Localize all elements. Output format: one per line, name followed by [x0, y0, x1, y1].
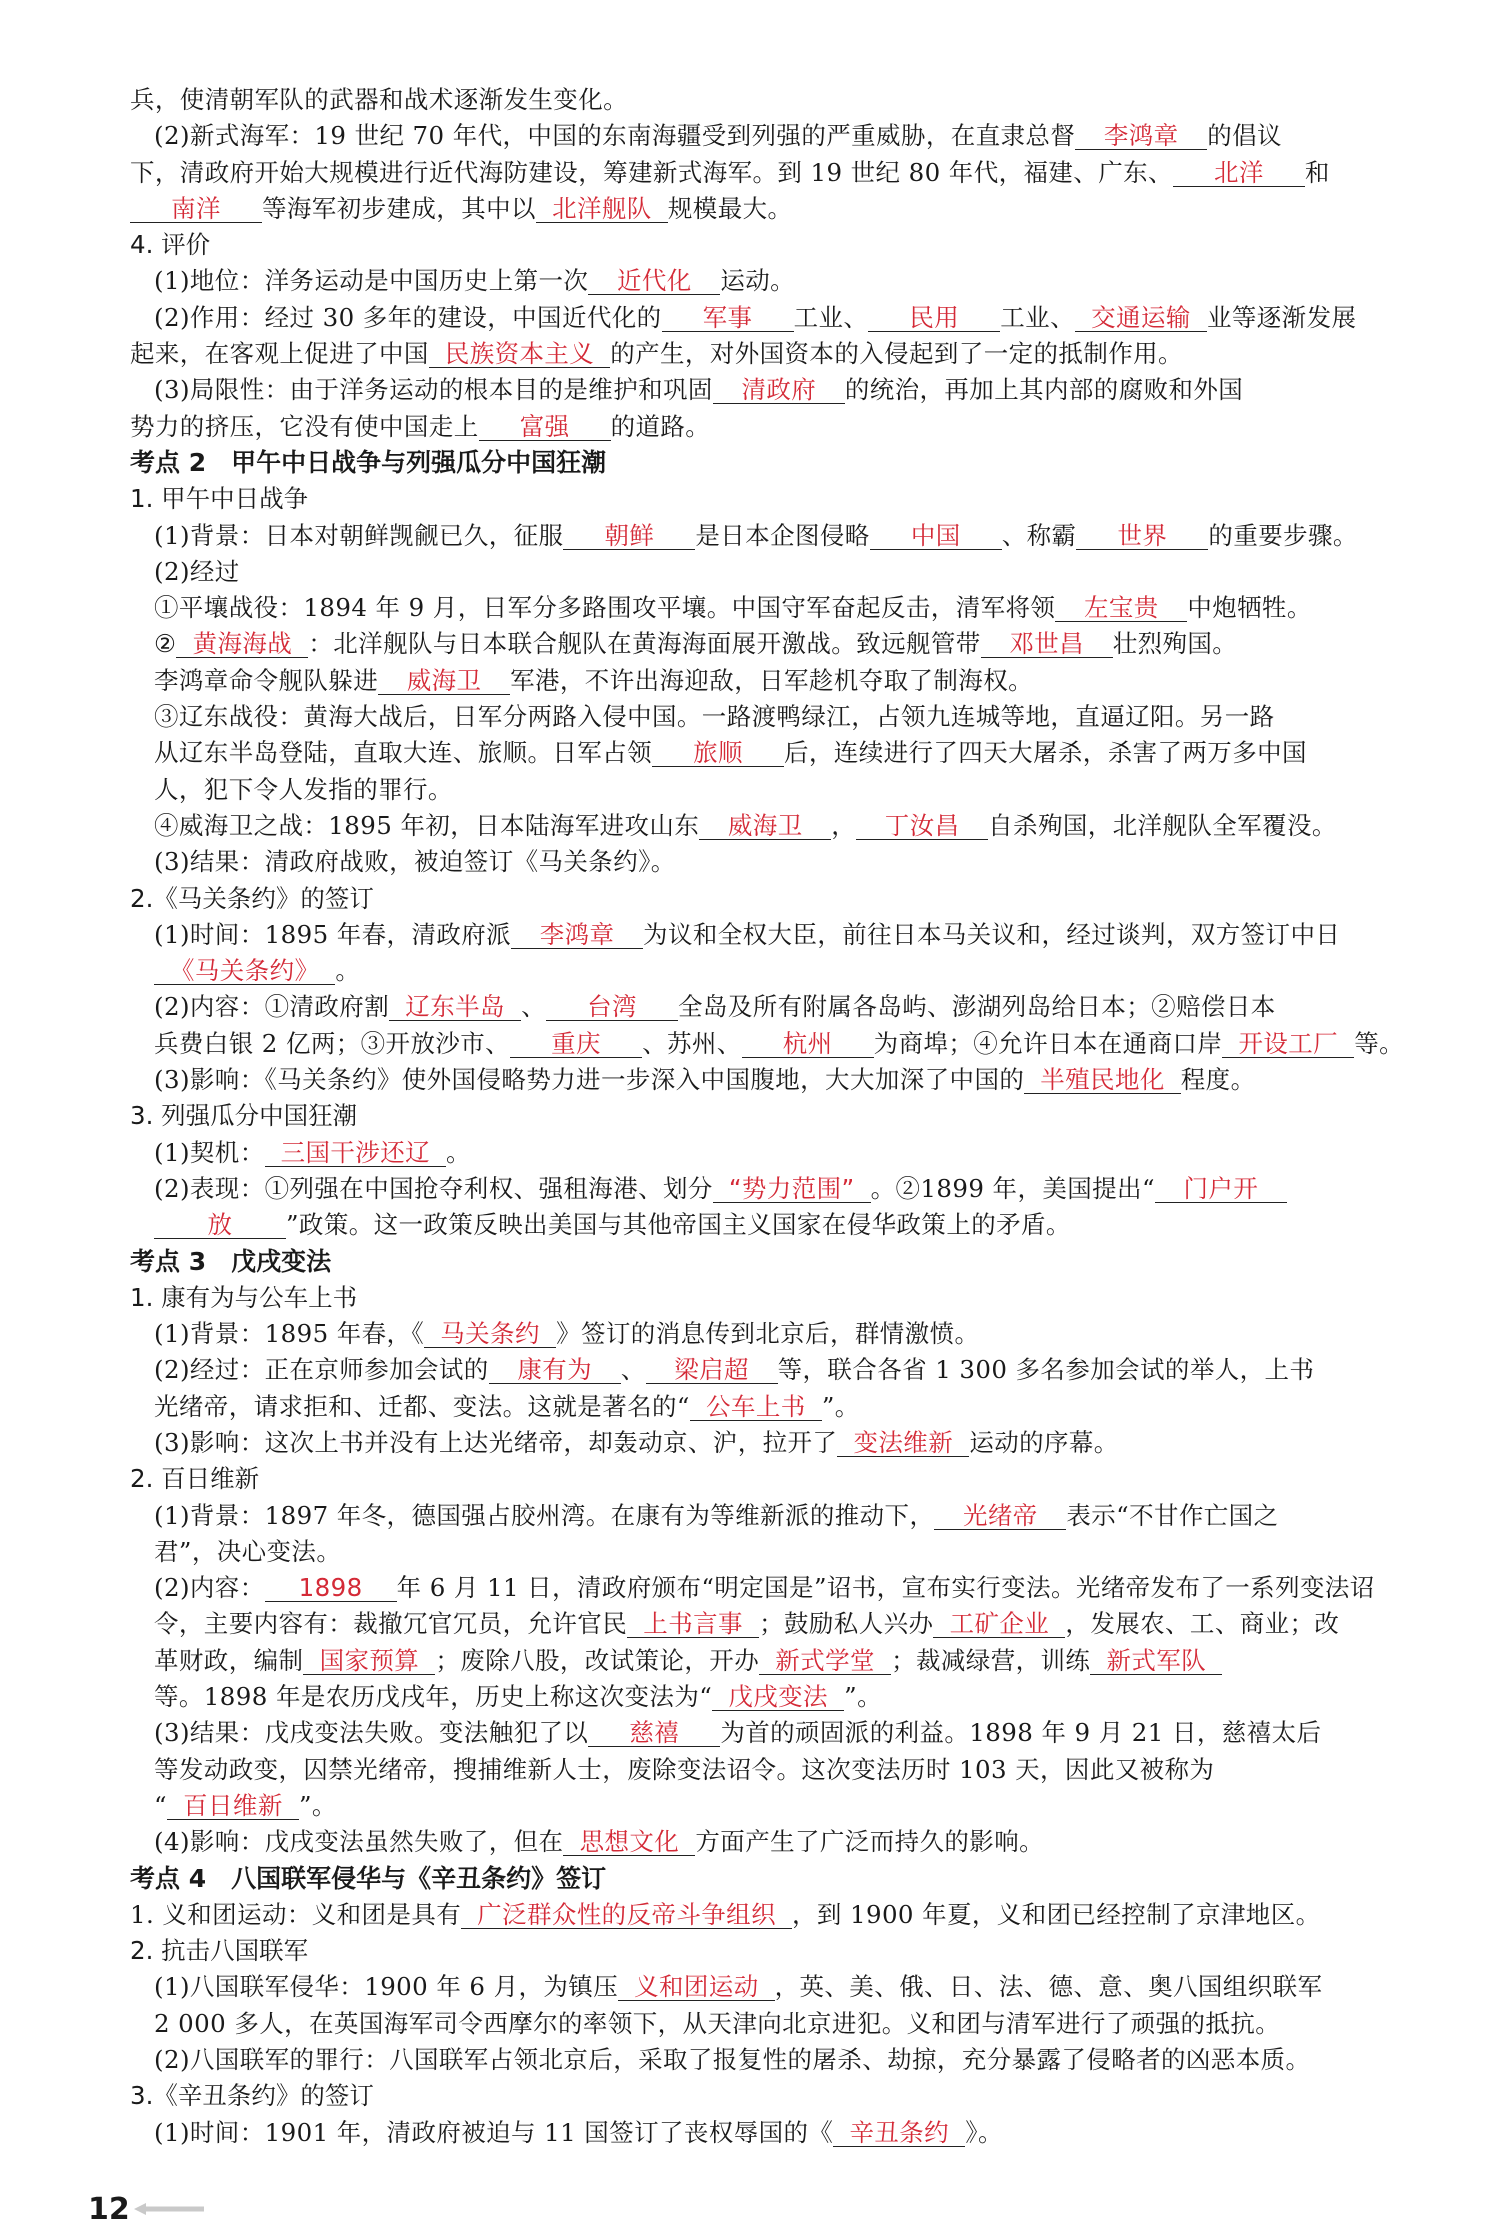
text-run: 4. 评价 — [130, 230, 211, 260]
text-run: ；鼓励私人兴办 — [759, 1609, 934, 1639]
answer-blank: 威海卫 — [699, 812, 831, 840]
text-line — [130, 1897, 1420, 1933]
answer-blank: 杭州 — [742, 1030, 874, 1058]
text-line — [130, 300, 1420, 336]
text-line — [130, 735, 1420, 771]
text-run: 工业、 — [1000, 302, 1075, 332]
text-run: (1)地位：洋务运动是中国历史上第一次 — [154, 266, 589, 296]
text-run: 业等逐渐发展 — [1206, 302, 1357, 332]
answer-blank: 国家预算 — [303, 1647, 435, 1675]
text-run: 后，连续进行了四天大屠杀，杀害了两万多中国 — [784, 738, 1307, 768]
answer-blank: 思想文化 — [563, 1828, 695, 1856]
text-run: 2. 百日维新 — [130, 1464, 260, 1494]
text-run: ，到 1900 年夏，义和团已经控制了京津地区。 — [791, 1899, 1321, 1929]
text-run: (1)时间：1895 年春，清政府派 — [154, 919, 512, 949]
text-line — [130, 1643, 1420, 1679]
answer-blank: 光绪帝 — [934, 1502, 1066, 1530]
text-line — [130, 989, 1420, 1025]
text-run: 是日本企图侵略 — [695, 520, 870, 550]
text-run: 、 — [521, 992, 547, 1022]
text-line — [130, 1316, 1420, 1352]
answer-blank: 马关条约 — [424, 1320, 556, 1348]
text-line — [130, 1498, 1420, 1534]
text-run: 2. 抗击八国联军 — [130, 1936, 309, 1966]
text-run: ；废除八股，改试策论，开办 — [435, 1645, 760, 1675]
text-run: 、 — [620, 1355, 646, 1385]
subsection-heading — [130, 1280, 1420, 1316]
text-run: 全岛及所有附属各岛屿、澎湖列岛给日本；②赔偿日本 — [678, 992, 1276, 1022]
text-run: (2)经过 — [154, 556, 240, 586]
answer-blank: 旅顺 — [652, 739, 784, 767]
text-run: 。 — [335, 956, 361, 986]
text-line — [130, 191, 1420, 227]
text-run: 的统治，再加上其内部的腐败和外国 — [844, 375, 1244, 405]
answer-blank: 左宝贵 — [1055, 594, 1187, 622]
text-run: 2.《马关条约》的签订 — [130, 883, 374, 913]
text-run: (2)新式海军：19 世纪 70 年代，中国的东南海疆受到列强的严重威胁，在直隶总督 — [154, 121, 1076, 151]
section-heading — [130, 445, 1420, 481]
text-run: 军港，不许出海迎敌，日军趁机夺取了制海权。 — [510, 665, 1034, 695]
answer-blank: 世界 — [1076, 522, 1208, 550]
answer-blank: 台湾 — [546, 993, 678, 1021]
text-run: 和 — [1304, 157, 1330, 187]
text-line — [130, 2006, 1420, 2042]
text-run: ①平壤战役：1894 年 9 月，日军分多路围攻平壤。中国守军奋起反击，清军将领 — [154, 593, 1056, 623]
text-line — [130, 155, 1420, 191]
textbook-page — [130, 82, 1420, 2151]
text-run: 等发动政变，囚禁光绪帝，搜捕维新人士，废除变法诏令。这次变法历时 103 天，因此又被称为 — [154, 1754, 1215, 1784]
text-run: (3)局限性：由于洋务运动的根本目的是维护和巩固 — [154, 375, 713, 405]
answer-blank: 康有为 — [489, 1356, 621, 1384]
text-run: 2 000 多人，在英国海军司令西摩尔的率领下，从天津向北京进犯。义和团与清军进行了顽强的抵抗。 — [154, 2008, 1281, 2038]
text-run: 下，清政府开始大规模进行近代海防建设，筹建新式海军。到 19 世纪 80 年代，福建、广东、 — [130, 157, 1173, 187]
text-run: ”。 — [821, 1391, 860, 1421]
text-line — [130, 1679, 1420, 1715]
subsection-heading — [130, 227, 1420, 263]
answer-blank: 广泛群众性的反帝斗争组织 — [461, 1901, 792, 1929]
answer-blank: 戊戌变法 — [712, 1683, 844, 1711]
text-run: (1)背景：日本对朝鲜觊觎已久，征服 — [154, 520, 564, 550]
answer-blank: 门户开 — [1155, 1175, 1287, 1203]
text-line — [130, 1752, 1420, 1788]
text-run: (1)契机： — [154, 1137, 265, 1167]
answer-blank: 慈禧 — [588, 1719, 720, 1747]
text-run: (2)作用：经过 30 多年的建设，中国近代化的 — [154, 302, 662, 332]
text-line — [130, 1389, 1420, 1425]
answer-blank: 军事 — [662, 304, 794, 332]
answer-blank: 梁启超 — [646, 1356, 778, 1384]
text-line — [130, 1425, 1420, 1461]
answer-blank: 南洋 — [130, 195, 262, 223]
text-line — [130, 1969, 1420, 2005]
text-line — [130, 372, 1420, 408]
subsection-heading — [130, 481, 1420, 517]
text-run: ，英、美、俄、日、法、德、意、奥八国组织联军 — [774, 1972, 1323, 2002]
text-line — [130, 1570, 1420, 1606]
text-run: 光绪帝，请求拒和、迁都、变法。这就是著名的“ — [154, 1391, 690, 1421]
answer-blank: 北洋 — [1173, 159, 1305, 187]
text-run: 等，联合各省 1 300 多名参加会试的举人，上书 — [777, 1355, 1315, 1385]
text-run: 势力的挤压，它没有使中国走上 — [130, 411, 479, 441]
text-line — [130, 1171, 1420, 1207]
text-run: 运动。 — [720, 266, 796, 296]
answer-blank: 新式学堂 — [759, 1647, 891, 1675]
text-line — [130, 1606, 1420, 1642]
text-run: 的产生，对外国资本的入侵起到了一定的抵制作用。 — [610, 339, 1183, 369]
text-line — [130, 336, 1420, 372]
text-line — [130, 118, 1420, 154]
answer-blank: 变法维新 — [837, 1429, 969, 1457]
text-run: ③辽东战役：黄海大战后，日军分两路入侵中国。一路渡鸭绿江，占领九连城等地，直逼辽阳。另一路 — [154, 702, 1275, 732]
text-run: (2)表现：①列强在中国抢夺利权、强租海港、划分 — [154, 1173, 713, 1203]
text-line — [130, 590, 1420, 626]
text-run: 考点 3 戊戌变法 — [130, 1246, 332, 1276]
answer-blank: 李鸿章 — [511, 921, 643, 949]
text-run: 为商埠；④允许日本在通商口岸 — [873, 1028, 1223, 1058]
answer-blank: 新式军队 — [1090, 1647, 1222, 1675]
text-line — [130, 917, 1420, 953]
text-run: 等。1898 年是农历戊戌年，历史上称这次变法为“ — [154, 1682, 713, 1712]
answer-blank: “势力范围” — [713, 1175, 871, 1203]
answer-blank: 上书言事 — [627, 1610, 759, 1638]
answer-blank: 威海卫 — [378, 667, 510, 695]
text-line — [130, 263, 1420, 299]
text-line — [130, 518, 1420, 554]
text-run: 年 6 月 11 日，清政府颁布“明定国是”诏书，宣布实行变法。光绪帝发布了一系列变法诏 — [396, 1573, 1375, 1603]
text-line — [130, 1026, 1420, 1062]
text-run: (1)背景：1895 年春，《 — [154, 1319, 425, 1349]
text-run: 兵，使清朝军队的武器和战术逐渐发生变化。 — [130, 85, 628, 114]
text-run: 壮烈殉国。 — [1112, 629, 1238, 659]
answer-blank: 民族资本主义 — [429, 340, 610, 368]
text-line — [130, 844, 1420, 880]
text-run: ， — [831, 810, 857, 840]
text-run: 的倡议 — [1207, 121, 1282, 151]
answer-blank: 朝鲜 — [563, 522, 695, 550]
page-number: 12 — [88, 2192, 130, 2227]
text-run: 李鸿章命令舰队躲进 — [154, 665, 379, 695]
answer-blank: 近代化 — [588, 267, 720, 295]
answer-blank: 1898 — [265, 1574, 397, 1602]
text-run: ”政策。这一政策反映出美国与其他帝国主义国家在侵华政策上的矛盾。 — [286, 1210, 1071, 1240]
text-line — [130, 2042, 1420, 2078]
section-heading — [130, 1244, 1420, 1280]
text-run: 从辽东半岛登陆，直取大连、旅顺。日军占领 — [154, 738, 652, 768]
text-run: 。②1899 年，美国提出“ — [870, 1173, 1155, 1203]
answer-blank: 《马关条约》 — [154, 957, 335, 985]
text-run: 起来，在客观上促进了中国 — [130, 339, 429, 369]
subsection-heading — [130, 2078, 1420, 2114]
text-run: 程度。 — [1180, 1065, 1256, 1095]
text-run: 中炮牺牲。 — [1187, 593, 1312, 623]
answer-blank: 富强 — [479, 413, 611, 441]
text-run: 兵费白银 2 亿两；③开放沙市、 — [154, 1028, 511, 1058]
text-run: (3)结果：戊戌变法失败。变法触犯了以 — [154, 1718, 589, 1748]
text-line — [130, 82, 1420, 118]
text-line — [130, 663, 1420, 699]
answer-blank: 开设工厂 — [1222, 1030, 1354, 1058]
text-run: 、苏州、 — [642, 1028, 742, 1058]
answer-blank: 清政府 — [713, 376, 845, 404]
text-run: 》签订的消息传到北京后，群情激愤。 — [556, 1319, 980, 1349]
text-run: 方面产生了广泛而持久的影响。 — [695, 1827, 1045, 1857]
text-run: 。 — [446, 1137, 471, 1167]
text-run: (3)结果：清政府战败，被迫签订《马关条约》。 — [154, 847, 676, 877]
section-heading — [130, 1861, 1420, 1897]
text-line — [130, 808, 1420, 844]
text-run: 、称霸 — [1001, 520, 1077, 550]
text-run: (1)时间：1901 年，清政府被迫与 11 国签订了丧权辱国的《 — [154, 2117, 834, 2147]
text-run: ④威海卫之战：1895 年初，日本陆海军进攻山东 — [154, 810, 700, 840]
text-run: ：北洋舰队与日本联合舰队在黄海海面展开激战。致远舰管带 — [308, 629, 981, 659]
answer-blank: 辛丑条约 — [833, 2119, 965, 2147]
text-line — [130, 1788, 1420, 1824]
text-run: 》。 — [965, 2117, 1003, 2147]
answer-blank: 重庆 — [510, 1030, 642, 1058]
text-line — [130, 1207, 1420, 1243]
text-run: 3. 列强瓜分中国狂潮 — [130, 1101, 358, 1131]
text-run: 规模最大。 — [667, 193, 793, 223]
answer-blank: 李鸿章 — [1075, 122, 1207, 150]
text-line — [130, 953, 1420, 989]
answer-blank: 丁汝昌 — [856, 812, 988, 840]
text-run: 考点 2 甲午中日战争与列强瓜分中国狂潮 — [130, 447, 607, 477]
subsection-heading — [130, 1933, 1420, 1969]
text-run: 1. 甲午中日战争 — [130, 484, 309, 514]
text-line — [130, 772, 1420, 808]
subsection-heading — [130, 881, 1420, 917]
text-run: 自杀殉国，北洋舰队全军覆没。 — [988, 810, 1337, 840]
text-line — [130, 1534, 1420, 1570]
text-run: 为议和全权大臣，前往日本马关议和，经过谈判，双方签订中日 — [643, 919, 1341, 949]
text-line — [130, 1135, 1420, 1171]
text-line — [130, 1352, 1420, 1388]
text-run: 君”，决心变法。 — [154, 1536, 342, 1566]
text-run: (1)背景：1897 年冬，德国强占胶州湾。在康有为等维新派的推动下， — [154, 1500, 935, 1530]
text-line — [130, 1715, 1420, 1751]
text-run: (2)内容：①清政府割 — [154, 992, 390, 1022]
text-line — [130, 554, 1420, 590]
text-run: 1. 义和团运动：义和团是具有 — [130, 1899, 462, 1929]
answer-blank: 邓世昌 — [981, 630, 1113, 658]
text-run: (2)经过：正在京师参加会试的 — [154, 1355, 489, 1385]
text-run: 3.《辛丑条约》的签订 — [130, 2081, 374, 2111]
answer-blank: 中国 — [870, 522, 1002, 550]
text-run: 表示“不甘作亡国之 — [1066, 1500, 1279, 1530]
text-run: 等。 — [1354, 1028, 1405, 1058]
text-run: 为首的顽固派的利益。1898 年 9 月 21 日，慈禧太后 — [720, 1718, 1322, 1748]
answer-blank: 交通运输 — [1075, 304, 1207, 332]
text-line — [130, 699, 1420, 735]
answer-blank: 百日维新 — [167, 1792, 299, 1820]
text-run: ；裁减绿营，训练 — [891, 1645, 1091, 1675]
left-arrow-icon — [134, 2203, 204, 2215]
text-run: (1)八国联军侵华：1900 年 6 月，为镇压 — [154, 1972, 619, 2002]
answer-blank: 半殖民地化 — [1024, 1066, 1181, 1094]
text-run: 等海军初步建成，其中以 — [262, 193, 536, 223]
text-run: ”。 — [844, 1682, 882, 1712]
text-run: (2)八国联军的罪行：八国联军占领北京后，采取了报复性的屠杀、劫掠，充分暴露了侵略者的凶恶本质。 — [154, 2045, 1311, 2075]
answer-blank: 工矿企业 — [933, 1610, 1065, 1638]
text-line — [130, 1062, 1420, 1098]
text-run: 令，主要内容有：裁撤冗官冗员，允许官民 — [154, 1609, 628, 1639]
text-run: (3)影响：这次上书并没有上达光绪帝，却轰动京、沪，拉开了 — [154, 1427, 838, 1457]
text-run: 的道路。 — [610, 411, 711, 441]
text-run: 人，犯下令人发指的罪行。 — [154, 774, 453, 804]
answer-blank: 义和团运动 — [618, 1973, 775, 2001]
text-run: (3)影响：《马关条约》使外国侵略势力进一步深入中国腹地，大大加深了中国的 — [154, 1065, 1025, 1095]
answer-blank: 民用 — [868, 304, 1000, 332]
text-run: ② — [154, 629, 177, 659]
answer-blank: 公车上书 — [690, 1393, 822, 1421]
answer-blank: 辽东半岛 — [389, 993, 521, 1021]
text-line — [130, 409, 1420, 445]
subsection-heading — [130, 1461, 1420, 1497]
subsection-heading — [130, 1098, 1420, 1134]
answer-blank: 三国干涉还辽 — [265, 1139, 446, 1167]
text-run: 1. 康有为与公车上书 — [130, 1282, 358, 1312]
text-run: ”。 — [298, 1790, 337, 1820]
text-run: 运动的序幕。 — [969, 1427, 1119, 1457]
text-line — [130, 1824, 1420, 1860]
answer-blank: 北洋舰队 — [536, 195, 668, 223]
text-line — [130, 2115, 1420, 2151]
text-run: 革财政，编制 — [154, 1645, 304, 1675]
answer-blank: 放 — [154, 1211, 286, 1239]
text-run: 的重要步骤。 — [1208, 520, 1358, 550]
text-run: (4)影响：戊戌变法虽然失败了，但在 — [154, 1827, 564, 1857]
text-run: ，发展农、工、商业；改 — [1065, 1609, 1340, 1639]
text-line — [130, 626, 1420, 662]
text-run: (2)内容： — [154, 1573, 265, 1603]
text-run: 考点 4 八国联军侵华与《辛丑条约》签订 — [130, 1863, 607, 1893]
text-run: “ — [154, 1790, 167, 1820]
answer-blank: 黄海海战 — [176, 630, 308, 658]
text-run: 工业、 — [793, 302, 869, 332]
